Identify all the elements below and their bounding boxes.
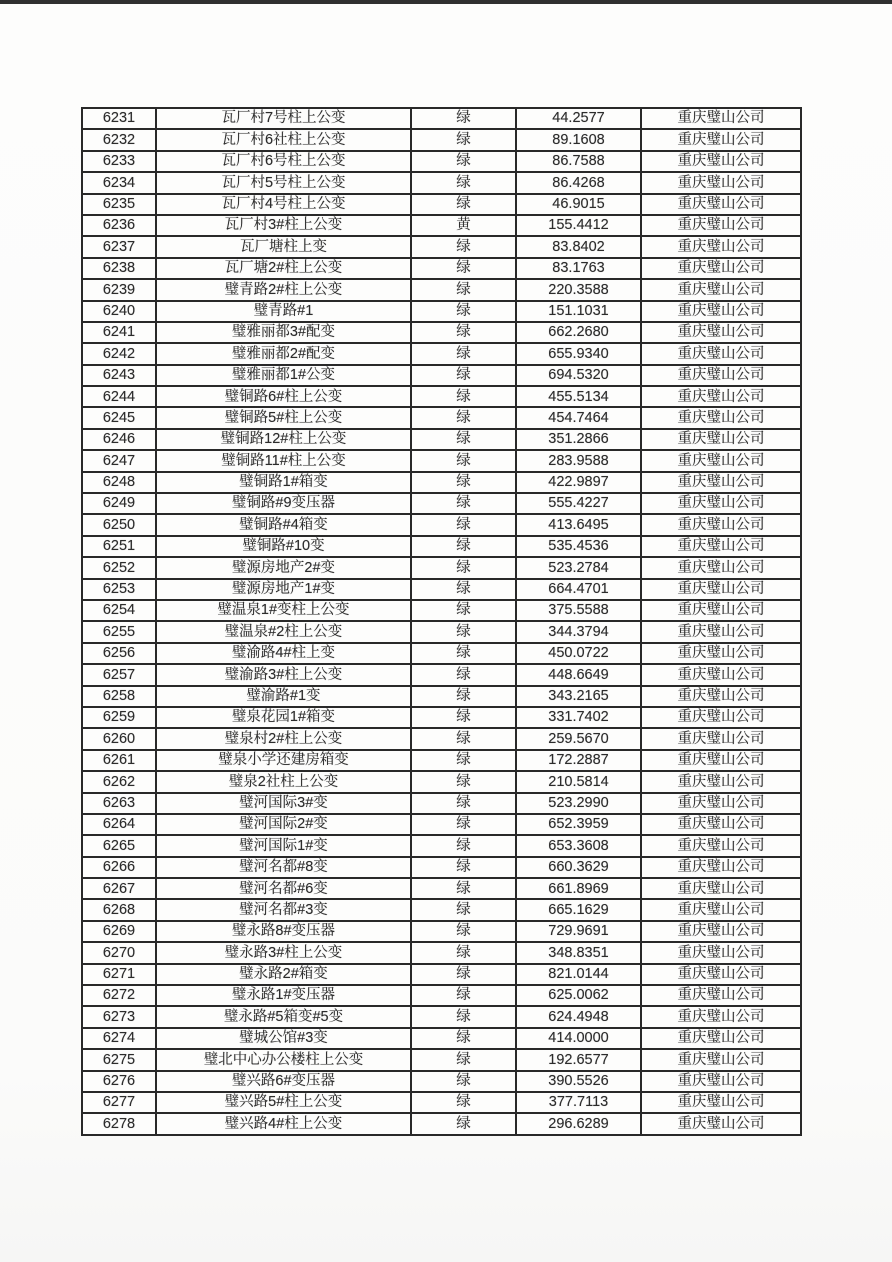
table-row xyxy=(82,450,801,471)
cell-serial-number: 6249 xyxy=(82,493,156,514)
cell-station-name: 瓦厂村3#柱上公变 xyxy=(156,215,411,236)
cell-status-color-text: 绿 xyxy=(411,514,516,535)
cell-load-value: 83.1763 xyxy=(516,258,641,279)
cell-load-value: 192.6577 xyxy=(516,1049,641,1070)
cell-status-color-text: 绿 xyxy=(411,472,516,493)
cell-serial-number: 6260 xyxy=(82,728,156,749)
cell-company-name: 重庆璧山公司 xyxy=(641,1006,801,1027)
cell-company-name: 重庆璧山公司 xyxy=(641,664,801,685)
cell-company-name: 重庆璧山公司 xyxy=(641,322,801,343)
cell-load-value: 83.8402 xyxy=(516,236,641,257)
cell-load-value: 448.6649 xyxy=(516,664,641,685)
cell-status-color-text: 绿 xyxy=(411,899,516,920)
table-row xyxy=(82,1049,801,1070)
cell-load-value: 694.5320 xyxy=(516,365,641,386)
cell-serial-number: 6233 xyxy=(82,151,156,172)
table-row xyxy=(82,985,801,1006)
cell-company-name: 重庆璧山公司 xyxy=(641,172,801,193)
cell-station-name: 璧永路2#箱变 xyxy=(156,964,411,985)
cell-load-value: 454.7464 xyxy=(516,407,641,428)
cell-serial-number: 6278 xyxy=(82,1113,156,1134)
cell-load-value: 535.4536 xyxy=(516,536,641,557)
cell-load-value: 665.1629 xyxy=(516,899,641,920)
cell-serial-number: 6274 xyxy=(82,1028,156,1049)
cell-company-name: 重庆璧山公司 xyxy=(641,1049,801,1070)
cell-load-value: 422.9897 xyxy=(516,472,641,493)
cell-status-color-text: 绿 xyxy=(411,386,516,407)
cell-status-color-text: 绿 xyxy=(411,172,516,193)
cell-station-name: 璧雅丽都1#公变 xyxy=(156,365,411,386)
cell-status-color-text: 绿 xyxy=(411,964,516,985)
cell-station-name: 璧永路8#变压器 xyxy=(156,921,411,942)
cell-serial-number: 6275 xyxy=(82,1049,156,1070)
cell-status-color-text: 绿 xyxy=(411,835,516,856)
cell-station-name: 璧兴路5#柱上公变 xyxy=(156,1092,411,1113)
cell-company-name: 重庆璧山公司 xyxy=(641,621,801,642)
cell-status-color-text: 绿 xyxy=(411,942,516,963)
cell-company-name: 重庆璧山公司 xyxy=(641,771,801,792)
cell-serial-number: 6238 xyxy=(82,258,156,279)
table-row xyxy=(82,643,801,664)
cell-serial-number: 6243 xyxy=(82,365,156,386)
cell-serial-number: 6236 xyxy=(82,215,156,236)
cell-company-name: 重庆璧山公司 xyxy=(641,514,801,535)
cell-serial-number: 6268 xyxy=(82,899,156,920)
table-row xyxy=(82,664,801,685)
table-row xyxy=(82,579,801,600)
cell-serial-number: 6276 xyxy=(82,1071,156,1092)
table-row xyxy=(82,536,801,557)
cell-serial-number: 6253 xyxy=(82,579,156,600)
cell-serial-number: 6240 xyxy=(82,301,156,322)
cell-serial-number: 6277 xyxy=(82,1092,156,1113)
table-row xyxy=(82,835,801,856)
cell-load-value: 653.3608 xyxy=(516,835,641,856)
cell-status-color-text: 绿 xyxy=(411,1006,516,1027)
cell-company-name: 重庆璧山公司 xyxy=(641,964,801,985)
cell-status-color-text: 绿 xyxy=(411,857,516,878)
cell-serial-number: 6237 xyxy=(82,236,156,257)
table-row xyxy=(82,964,801,985)
cell-status-color-text: 绿 xyxy=(411,279,516,300)
cell-company-name: 重庆璧山公司 xyxy=(641,493,801,514)
table-row xyxy=(82,1028,801,1049)
scan-top-edge-bar xyxy=(0,0,892,4)
table-row xyxy=(82,493,801,514)
table-row xyxy=(82,878,801,899)
cell-station-name: 璧渝路4#柱上变 xyxy=(156,643,411,664)
table-row xyxy=(82,793,801,814)
table-row xyxy=(82,429,801,450)
cell-company-name: 重庆璧山公司 xyxy=(641,386,801,407)
table-row xyxy=(82,194,801,215)
cell-load-value: 351.2866 xyxy=(516,429,641,450)
cell-station-name: 瓦厂村4号柱上公变 xyxy=(156,194,411,215)
cell-load-value: 86.7588 xyxy=(516,151,641,172)
cell-load-value: 44.2577 xyxy=(516,108,641,129)
table-row xyxy=(82,386,801,407)
cell-load-value: 89.1608 xyxy=(516,129,641,150)
cell-status-color-text: 绿 xyxy=(411,728,516,749)
cell-serial-number: 6247 xyxy=(82,450,156,471)
cell-company-name: 重庆璧山公司 xyxy=(641,236,801,257)
cell-station-name: 璧铜路#9变压器 xyxy=(156,493,411,514)
cell-status-color-text: 绿 xyxy=(411,771,516,792)
cell-status-color-text: 绿 xyxy=(411,921,516,942)
cell-load-value: 155.4412 xyxy=(516,215,641,236)
table-row xyxy=(82,771,801,792)
cell-status-color-text: 绿 xyxy=(411,493,516,514)
cell-status-color-text: 绿 xyxy=(411,686,516,707)
cell-serial-number: 6246 xyxy=(82,429,156,450)
cell-station-name: 璧铜路12#柱上公变 xyxy=(156,429,411,450)
cell-load-value: 377.7113 xyxy=(516,1092,641,1113)
cell-load-value: 624.4948 xyxy=(516,1006,641,1027)
cell-station-name: 璧温泉1#变柱上公变 xyxy=(156,600,411,621)
table-row xyxy=(82,514,801,535)
cell-status-color-text: 绿 xyxy=(411,1028,516,1049)
cell-serial-number: 6269 xyxy=(82,921,156,942)
cell-load-value: 331.7402 xyxy=(516,707,641,728)
cell-status-color-text: 绿 xyxy=(411,600,516,621)
cell-station-name: 瓦厂村6社柱上公变 xyxy=(156,129,411,150)
cell-station-name: 璧河名都#6变 xyxy=(156,878,411,899)
table-row xyxy=(82,108,801,129)
cell-load-value: 283.9588 xyxy=(516,450,641,471)
table-row xyxy=(82,1006,801,1027)
table-row xyxy=(82,472,801,493)
cell-load-value: 151.1031 xyxy=(516,301,641,322)
table-row xyxy=(82,279,801,300)
cell-load-value: 210.5814 xyxy=(516,771,641,792)
table-row xyxy=(82,343,801,364)
cell-station-name: 璧河国际3#变 xyxy=(156,793,411,814)
cell-station-name: 璧泉花园1#箱变 xyxy=(156,707,411,728)
cell-station-name: 瓦厂村7号柱上公变 xyxy=(156,108,411,129)
table-row xyxy=(82,215,801,236)
table-row xyxy=(82,301,801,322)
cell-station-name: 璧铜路6#柱上公变 xyxy=(156,386,411,407)
cell-status-color-text: 绿 xyxy=(411,343,516,364)
cell-station-name: 璧雅丽都3#配变 xyxy=(156,322,411,343)
cell-station-name: 璧河名都#3变 xyxy=(156,899,411,920)
cell-load-value: 455.5134 xyxy=(516,386,641,407)
cell-load-value: 46.9015 xyxy=(516,194,641,215)
table-row xyxy=(82,942,801,963)
cell-station-name: 璧源房地产1#变 xyxy=(156,579,411,600)
cell-station-name: 璧永路1#变压器 xyxy=(156,985,411,1006)
cell-serial-number: 6239 xyxy=(82,279,156,300)
cell-load-value: 660.3629 xyxy=(516,857,641,878)
cell-station-name: 璧铜路11#柱上公变 xyxy=(156,450,411,471)
cell-company-name: 重庆璧山公司 xyxy=(641,429,801,450)
table-row xyxy=(82,557,801,578)
cell-serial-number: 6270 xyxy=(82,942,156,963)
cell-station-name: 璧永路#5箱变#5变 xyxy=(156,1006,411,1027)
cell-company-name: 重庆璧山公司 xyxy=(641,258,801,279)
cell-status-color-text: 绿 xyxy=(411,129,516,150)
cell-station-name: 璧温泉#2柱上公变 xyxy=(156,621,411,642)
cell-serial-number: 6267 xyxy=(82,878,156,899)
table-row xyxy=(82,686,801,707)
cell-load-value: 390.5526 xyxy=(516,1071,641,1092)
table-row xyxy=(82,258,801,279)
cell-load-value: 172.2887 xyxy=(516,750,641,771)
cell-company-name: 重庆璧山公司 xyxy=(641,1028,801,1049)
cell-serial-number: 6235 xyxy=(82,194,156,215)
cell-status-color-text: 绿 xyxy=(411,151,516,172)
cell-status-color-text: 绿 xyxy=(411,1071,516,1092)
cell-serial-number: 6257 xyxy=(82,664,156,685)
cell-status-color-text: 绿 xyxy=(411,108,516,129)
cell-company-name: 重庆璧山公司 xyxy=(641,365,801,386)
cell-serial-number: 6262 xyxy=(82,771,156,792)
cell-serial-number: 6234 xyxy=(82,172,156,193)
cell-station-name: 璧泉2社柱上公变 xyxy=(156,771,411,792)
cell-company-name: 重庆璧山公司 xyxy=(641,1071,801,1092)
cell-station-name: 璧永路3#柱上公变 xyxy=(156,942,411,963)
cell-company-name: 重庆璧山公司 xyxy=(641,750,801,771)
cell-station-name: 璧青路2#柱上公变 xyxy=(156,279,411,300)
cell-status-color-text: 绿 xyxy=(411,429,516,450)
cell-company-name: 重庆璧山公司 xyxy=(641,279,801,300)
cell-load-value: 259.5670 xyxy=(516,728,641,749)
cell-load-value: 729.9691 xyxy=(516,921,641,942)
cell-status-color-text: 绿 xyxy=(411,1113,516,1134)
cell-status-color-text: 绿 xyxy=(411,621,516,642)
cell-serial-number: 6250 xyxy=(82,514,156,535)
cell-company-name: 重庆璧山公司 xyxy=(641,814,801,835)
cell-load-value: 413.6495 xyxy=(516,514,641,535)
cell-station-name: 璧河名都#8变 xyxy=(156,857,411,878)
cell-station-name: 璧河国际1#变 xyxy=(156,835,411,856)
cell-company-name: 重庆璧山公司 xyxy=(641,707,801,728)
table-row xyxy=(82,365,801,386)
cell-serial-number: 6263 xyxy=(82,793,156,814)
cell-status-color-text: 绿 xyxy=(411,301,516,322)
table-row xyxy=(82,899,801,920)
cell-company-name: 重庆璧山公司 xyxy=(641,536,801,557)
table-row xyxy=(82,857,801,878)
cell-station-name: 瓦厂塘柱上变 xyxy=(156,236,411,257)
cell-serial-number: 6242 xyxy=(82,343,156,364)
cell-serial-number: 6244 xyxy=(82,386,156,407)
table-row xyxy=(82,172,801,193)
cell-status-color-text: 绿 xyxy=(411,536,516,557)
table-row xyxy=(82,750,801,771)
cell-company-name: 重庆璧山公司 xyxy=(641,301,801,322)
cell-station-name: 璧铜路5#柱上公变 xyxy=(156,407,411,428)
cell-serial-number: 6259 xyxy=(82,707,156,728)
cell-status-color-text: 黄 xyxy=(411,215,516,236)
cell-load-value: 220.3588 xyxy=(516,279,641,300)
cell-company-name: 重庆璧山公司 xyxy=(641,557,801,578)
cell-company-name: 重庆璧山公司 xyxy=(641,942,801,963)
cell-company-name: 重庆璧山公司 xyxy=(641,129,801,150)
cell-load-value: 348.8351 xyxy=(516,942,641,963)
cell-serial-number: 6271 xyxy=(82,964,156,985)
cell-station-name: 璧兴路4#柱上公变 xyxy=(156,1113,411,1134)
cell-status-color-text: 绿 xyxy=(411,450,516,471)
cell-serial-number: 6256 xyxy=(82,643,156,664)
cell-load-value: 296.6289 xyxy=(516,1113,641,1134)
cell-company-name: 重庆璧山公司 xyxy=(641,985,801,1006)
cell-status-color-text: 绿 xyxy=(411,407,516,428)
cell-serial-number: 6248 xyxy=(82,472,156,493)
cell-company-name: 重庆璧山公司 xyxy=(641,878,801,899)
table-row xyxy=(82,600,801,621)
cell-company-name: 重庆璧山公司 xyxy=(641,194,801,215)
cell-serial-number: 6232 xyxy=(82,129,156,150)
cell-serial-number: 6231 xyxy=(82,108,156,129)
table-row xyxy=(82,621,801,642)
cell-load-value: 661.8969 xyxy=(516,878,641,899)
cell-serial-number: 6265 xyxy=(82,835,156,856)
cell-company-name: 重庆璧山公司 xyxy=(641,472,801,493)
cell-company-name: 重庆璧山公司 xyxy=(641,579,801,600)
cell-company-name: 重庆璧山公司 xyxy=(641,793,801,814)
cell-status-color-text: 绿 xyxy=(411,194,516,215)
cell-company-name: 重庆璧山公司 xyxy=(641,728,801,749)
cell-station-name: 瓦厂塘2#柱上公变 xyxy=(156,258,411,279)
cell-status-color-text: 绿 xyxy=(411,750,516,771)
cell-station-name: 璧渝路#1变 xyxy=(156,686,411,707)
cell-status-color-text: 绿 xyxy=(411,1049,516,1070)
cell-station-name: 璧渝路3#柱上公变 xyxy=(156,664,411,685)
cell-status-color-text: 绿 xyxy=(411,707,516,728)
cell-load-value: 652.3959 xyxy=(516,814,641,835)
cell-load-value: 343.2165 xyxy=(516,686,641,707)
cell-station-name: 璧青路#1 xyxy=(156,301,411,322)
cell-company-name: 重庆璧山公司 xyxy=(641,1113,801,1134)
cell-station-name: 瓦厂村5号柱上公变 xyxy=(156,172,411,193)
cell-status-color-text: 绿 xyxy=(411,643,516,664)
cell-station-name: 璧铜路1#箱变 xyxy=(156,472,411,493)
cell-serial-number: 6264 xyxy=(82,814,156,835)
table-body xyxy=(82,108,801,1135)
cell-load-value: 375.5588 xyxy=(516,600,641,621)
table-row xyxy=(82,1113,801,1134)
cell-serial-number: 6258 xyxy=(82,686,156,707)
cell-status-color-text: 绿 xyxy=(411,1092,516,1113)
cell-company-name: 重庆璧山公司 xyxy=(641,921,801,942)
cell-company-name: 重庆璧山公司 xyxy=(641,450,801,471)
cell-station-name: 璧泉村2#柱上公变 xyxy=(156,728,411,749)
cell-company-name: 重庆璧山公司 xyxy=(641,857,801,878)
cell-load-value: 664.4701 xyxy=(516,579,641,600)
table-row xyxy=(82,129,801,150)
cell-load-value: 555.4227 xyxy=(516,493,641,514)
cell-serial-number: 6261 xyxy=(82,750,156,771)
cell-company-name: 重庆璧山公司 xyxy=(641,899,801,920)
cell-status-color-text: 绿 xyxy=(411,878,516,899)
cell-station-name: 璧北中心办公楼柱上公变 xyxy=(156,1049,411,1070)
table-row xyxy=(82,707,801,728)
cell-station-name: 璧铜路#4箱变 xyxy=(156,514,411,535)
cell-station-name: 璧源房地产2#变 xyxy=(156,557,411,578)
cell-load-value: 414.0000 xyxy=(516,1028,641,1049)
cell-station-name: 瓦厂村6号柱上公变 xyxy=(156,151,411,172)
cell-status-color-text: 绿 xyxy=(411,365,516,386)
cell-serial-number: 6272 xyxy=(82,985,156,1006)
cell-status-color-text: 绿 xyxy=(411,322,516,343)
cell-load-value: 523.2990 xyxy=(516,793,641,814)
cell-serial-number: 6251 xyxy=(82,536,156,557)
cell-status-color-text: 绿 xyxy=(411,793,516,814)
cell-serial-number: 6241 xyxy=(82,322,156,343)
table-row xyxy=(82,322,801,343)
cell-load-value: 662.2680 xyxy=(516,322,641,343)
cell-status-color-text: 绿 xyxy=(411,236,516,257)
cell-company-name: 重庆璧山公司 xyxy=(641,835,801,856)
cell-company-name: 重庆璧山公司 xyxy=(641,686,801,707)
cell-station-name: 璧铜路#10变 xyxy=(156,536,411,557)
cell-status-color-text: 绿 xyxy=(411,814,516,835)
table-row xyxy=(82,1071,801,1092)
cell-load-value: 344.3794 xyxy=(516,621,641,642)
table-row xyxy=(82,151,801,172)
cell-load-value: 86.4268 xyxy=(516,172,641,193)
cell-station-name: 璧河国际2#变 xyxy=(156,814,411,835)
cell-serial-number: 6255 xyxy=(82,621,156,642)
cell-status-color-text: 绿 xyxy=(411,664,516,685)
table-row xyxy=(82,1092,801,1113)
cell-company-name: 重庆璧山公司 xyxy=(641,407,801,428)
table-row xyxy=(82,728,801,749)
cell-load-value: 655.9340 xyxy=(516,343,641,364)
cell-company-name: 重庆璧山公司 xyxy=(641,643,801,664)
cell-station-name: 璧城公馆#3变 xyxy=(156,1028,411,1049)
cell-status-color-text: 绿 xyxy=(411,985,516,1006)
cell-company-name: 重庆璧山公司 xyxy=(641,215,801,236)
cell-company-name: 重庆璧山公司 xyxy=(641,1092,801,1113)
cell-serial-number: 6266 xyxy=(82,857,156,878)
cell-load-value: 625.0062 xyxy=(516,985,641,1006)
cell-load-value: 821.0144 xyxy=(516,964,641,985)
cell-serial-number: 6273 xyxy=(82,1006,156,1027)
cell-station-name: 璧兴路6#变压器 xyxy=(156,1071,411,1092)
table-row xyxy=(82,407,801,428)
cell-status-color-text: 绿 xyxy=(411,258,516,279)
table-row xyxy=(82,236,801,257)
cell-company-name: 重庆璧山公司 xyxy=(641,108,801,129)
cell-status-color-text: 绿 xyxy=(411,557,516,578)
cell-station-name: 璧雅丽都2#配变 xyxy=(156,343,411,364)
table-row xyxy=(82,921,801,942)
table-row xyxy=(82,814,801,835)
cell-serial-number: 6254 xyxy=(82,600,156,621)
cell-company-name: 重庆璧山公司 xyxy=(641,600,801,621)
cell-load-value: 450.0722 xyxy=(516,643,641,664)
cell-serial-number: 6252 xyxy=(82,557,156,578)
cell-status-color-text: 绿 xyxy=(411,579,516,600)
cell-serial-number: 6245 xyxy=(82,407,156,428)
cell-station-name: 璧泉小学还建房箱变 xyxy=(156,750,411,771)
cell-company-name: 重庆璧山公司 xyxy=(641,343,801,364)
cell-load-value: 523.2784 xyxy=(516,557,641,578)
cell-company-name: 重庆璧山公司 xyxy=(641,151,801,172)
transformer-station-table xyxy=(81,107,802,1136)
